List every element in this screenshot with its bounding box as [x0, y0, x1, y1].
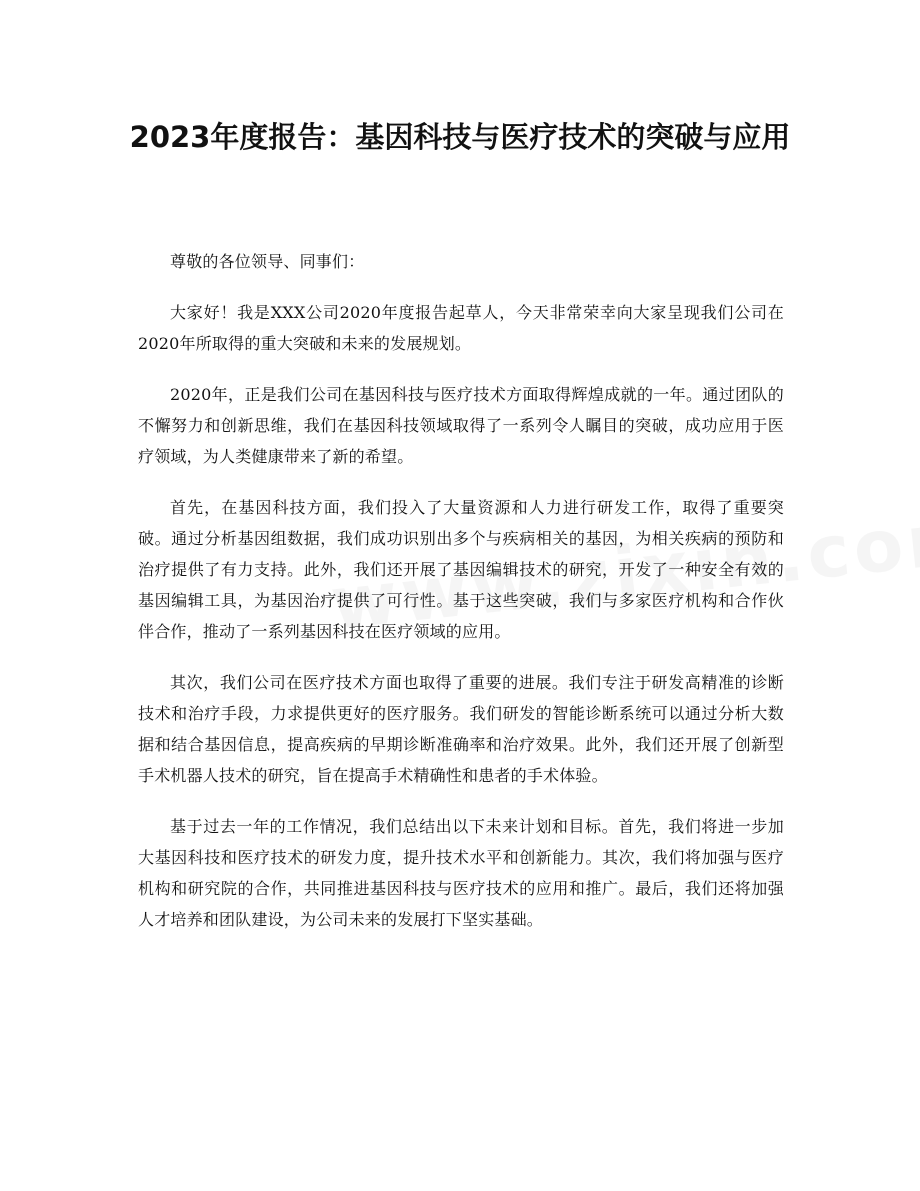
- paragraph-future-plans: 基于过去一年的工作情况，我们总结出以下未来计划和目标。首先，我们将进一步加大基因科技和医疗技术的研发力度，提升技术水平和创新能力。其次，我们将加强与医疗机构和研究院的合作，共同推进基因科技与医疗技术的应用和推广。最后，我们还将加强人才培养和团队建设，为公司未来的发展打下坚实基础。: [138, 817, 784, 929]
- paragraph-gene-tech: 首先，在基因科技方面，我们投入了大量资源和人力进行研发工作，取得了重要突破。通过分析基因组数据，我们成功识别出多个与疾病相关的基因，为相关疾病的预防和治疗提供了有力支持。此外，我们还开展了基因编辑技术的研究，开发了一种安全有效的基因编辑工具，为基因治疗提供了可行性。基于这些突破，我们与多家医疗机构和合作伙伴合作，推动了一系列基因科技在医疗领域的应用。: [138, 498, 784, 641]
- document-title: 2023年度报告：基因科技与医疗技术的突破与应用: [129, 120, 791, 154]
- paragraph-intro: 大家好！我是XXX公司2020年度报告起草人，今天非常荣幸向大家呈现我们公司在2020年所取得的重大突破和未来的发展规划。: [138, 303, 784, 353]
- document-body: [138, 246, 784, 955]
- paragraph-achievements: 2020年，正是我们公司在基因科技与医疗技术方面取得辉煌成就的一年。通过团队的不懈努力和创新思维，我们在基因科技领域取得了一系列令人瞩目的突破，成功应用于医疗领域，为人类健康带来了新的希望。: [138, 385, 784, 466]
- paragraph-medical-tech: 其次，我们公司在医疗技术方面也取得了重要的进展。我们专注于研发高精准的诊断技术和治疗手段，力求提供更好的医疗服务。我们研发的智能诊断系统可以通过分析大数据和结合基因信息，提高疾病的早期诊断准确率和治疗效果。此外，我们还开展了创新型手术机器人技术的研究，旨在提高手术精确性和患者的手术体验。: [138, 673, 784, 785]
- salutation: 尊敬的各位领导、同事们：: [170, 252, 365, 271]
